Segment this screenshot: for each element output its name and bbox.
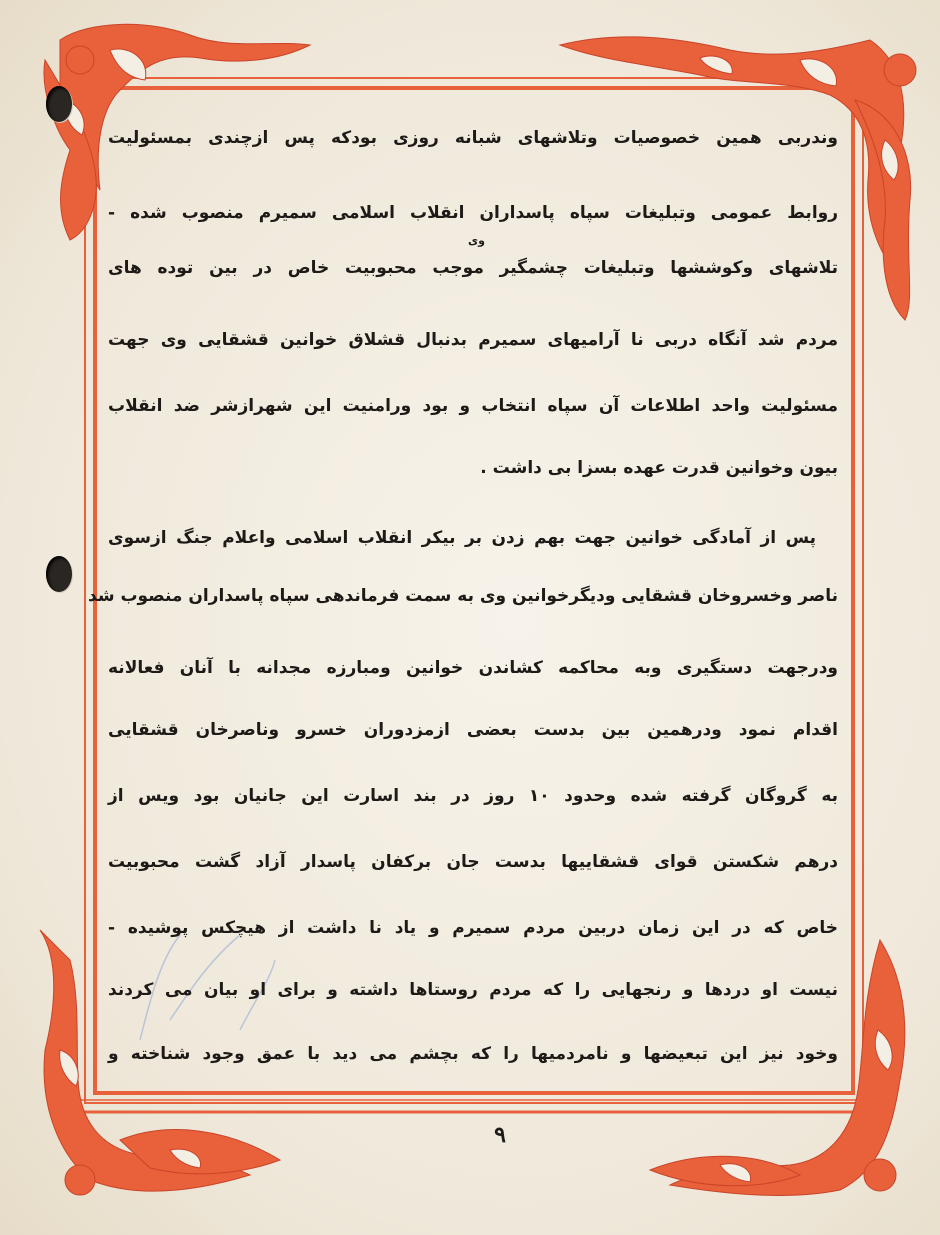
text-line-13: خاص که در این زمان دربین مردم سمیرم و یاد نا داشت از هیچکس پوشیده - bbox=[108, 918, 838, 938]
text-line-9: ودرجهت دستگیری وبه محاکمه کشاندن خوانین ومبارزه مجدانه با آنان فعالانه bbox=[108, 658, 838, 678]
body-text bbox=[88, 118, 839, 1078]
text-line-11: به گروگان گرفته شده وحدود ۱۰ روز در بند اسارت این جانیان بود ویس از bbox=[108, 786, 839, 806]
text-line-2: روابط عمومی وتبلیغات سپاه پاسداران انقلاب اسلامی سمیرم منصوب شده - bbox=[108, 203, 838, 223]
text-line-1: وندربی همین خصوصیات وتلاشهای شبانه روزی بودکه پس ازچندی بمسئولیت bbox=[108, 128, 838, 148]
text-line-5: مسئولیت واحد اطلاعات آن سپاه انتخاب و بود ورامنیت این شهرازشر ضد انقلاب bbox=[108, 396, 838, 416]
binder-hole-top bbox=[46, 86, 72, 122]
text-line-15: وخود نیز این تبعیضها و نامردمیها را که بچشم می دید با عمق وجود شناخته و bbox=[108, 1044, 838, 1064]
binder-hole-bottom bbox=[46, 556, 72, 592]
page-number: ۹ bbox=[494, 1122, 506, 1148]
text-line-14: نیست او دردها و رنجهایی را که مردم روستاها داشته و برای او بیان می کردند bbox=[108, 980, 838, 1000]
text-line-6: بیون وخوانین قدرت عهده بسزا بی داشت . bbox=[480, 458, 838, 478]
text-line-8: ناصر وخسروخان قشقایی ودیگرخوانین وی به سمت فرماندهی سپاه پاسداران منصوب شد bbox=[88, 586, 838, 606]
text-line-10: اقدام نمود ودرهمین بین بدست بعضی ازمزدوران خسرو وناصرخان قشقایی bbox=[108, 720, 838, 740]
text-line-3: تلاشهای وکوششها وتبلیغات چشمگیر موجب محبوبیت خاص در بین توده های bbox=[108, 258, 838, 278]
text-line-4: مردم شد آنگاه دربی نا آرامیهای سمیرم بدنبال قشلاق خوانین قشقایی وی جهت bbox=[108, 330, 838, 350]
text-line-7: پس از آمادگی خوانین جهت بهم زدن بر بیکر انقلاب اسلامی واعلام جنگ ازسوی bbox=[108, 528, 816, 548]
superscript-note: وی bbox=[468, 234, 485, 247]
text-line-12: درهم شکستن قوای قشقاییها بدست جان برکفان پاسدار آزاد گشت محبوبیت bbox=[108, 852, 838, 872]
